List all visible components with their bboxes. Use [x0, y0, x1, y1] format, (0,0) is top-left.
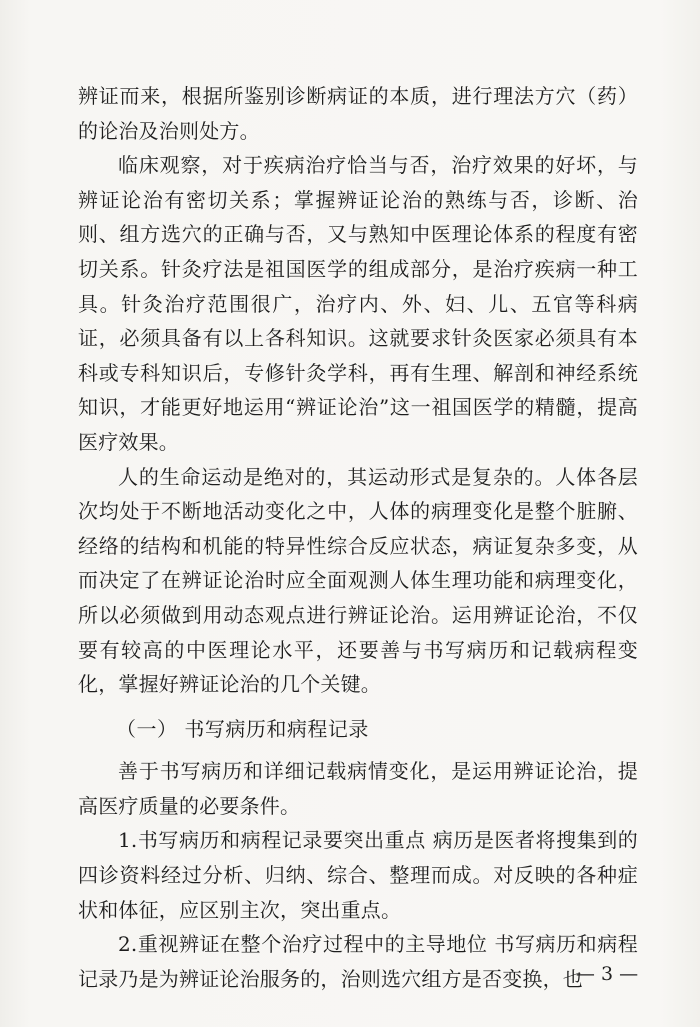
paragraph-continued: 辨证而来，根据所鉴别诊断病证的本质，进行理法方穴（药）的论治及治则处方。 [78, 84, 638, 143]
section-heading: （一） 书写病历和病程记录 [116, 716, 369, 741]
paragraph-clinical-observation: 临床观察，对于疾病治疗恰当与否，治疗效果的好坏，与辨证论治有密切关系；掌握辨证论治的熟练与否，诊断、治则、组方选穴的正确与否，又与熟知中医理论体系的程度有密切关系。针灸疗法是祖国医学的组成部分，是治疗疾病一种工具。针灸治疗范围很广，治疗内、外、妇、儿、五官等科病证，必须具备有以上各科知识。这就要求针灸医家必须具有本科或专科知识后，专修针灸学科，再有生理、解剖和神经系统知识，才能更好地运用“辨证论治”这一祖国医学的精髓，提高医疗效果。 [78, 153, 638, 454]
paragraph-life-movement: 人的生命运动是绝对的，其运动形式是复杂的。人体各层次均处于不断地活动变化之中，人体的病理变化是整个脏腑、经络的结构和机能的特异性综合反应状态，病证复杂多变，从而决定了在辨证论治时应全面观测人体生理功能和病理变化，所以必须做到用动态观点进行辨证论治。运用辨证论治，不仅要有较高的中医理论水平，还要善与书写病历和记载病程变化，掌握好辨证论治的几个关键。 [78, 464, 638, 697]
page-number: — 3 — [575, 963, 639, 985]
paragraph-item-1: 1.书写病历和病程记录要突出重点 病历是医者将搜集到的四诊资料经过分析、归纳、综合、整理而成。对反映的各种症状和体征，应区别主次，突出重点。 [78, 828, 638, 922]
paragraph-section-intro: 善于书写病历和详细记载病情变化，是运用辨证论治，提高医疗质量的必要条件。 [78, 759, 638, 818]
body-text [78, 79, 638, 996]
paragraph-item-2: 2.重视辨证在整个治疗过程中的主导地位 书写病历和病程记录乃是为辨证论治服务的，治则选穴组方是否变换，也 [78, 932, 638, 991]
